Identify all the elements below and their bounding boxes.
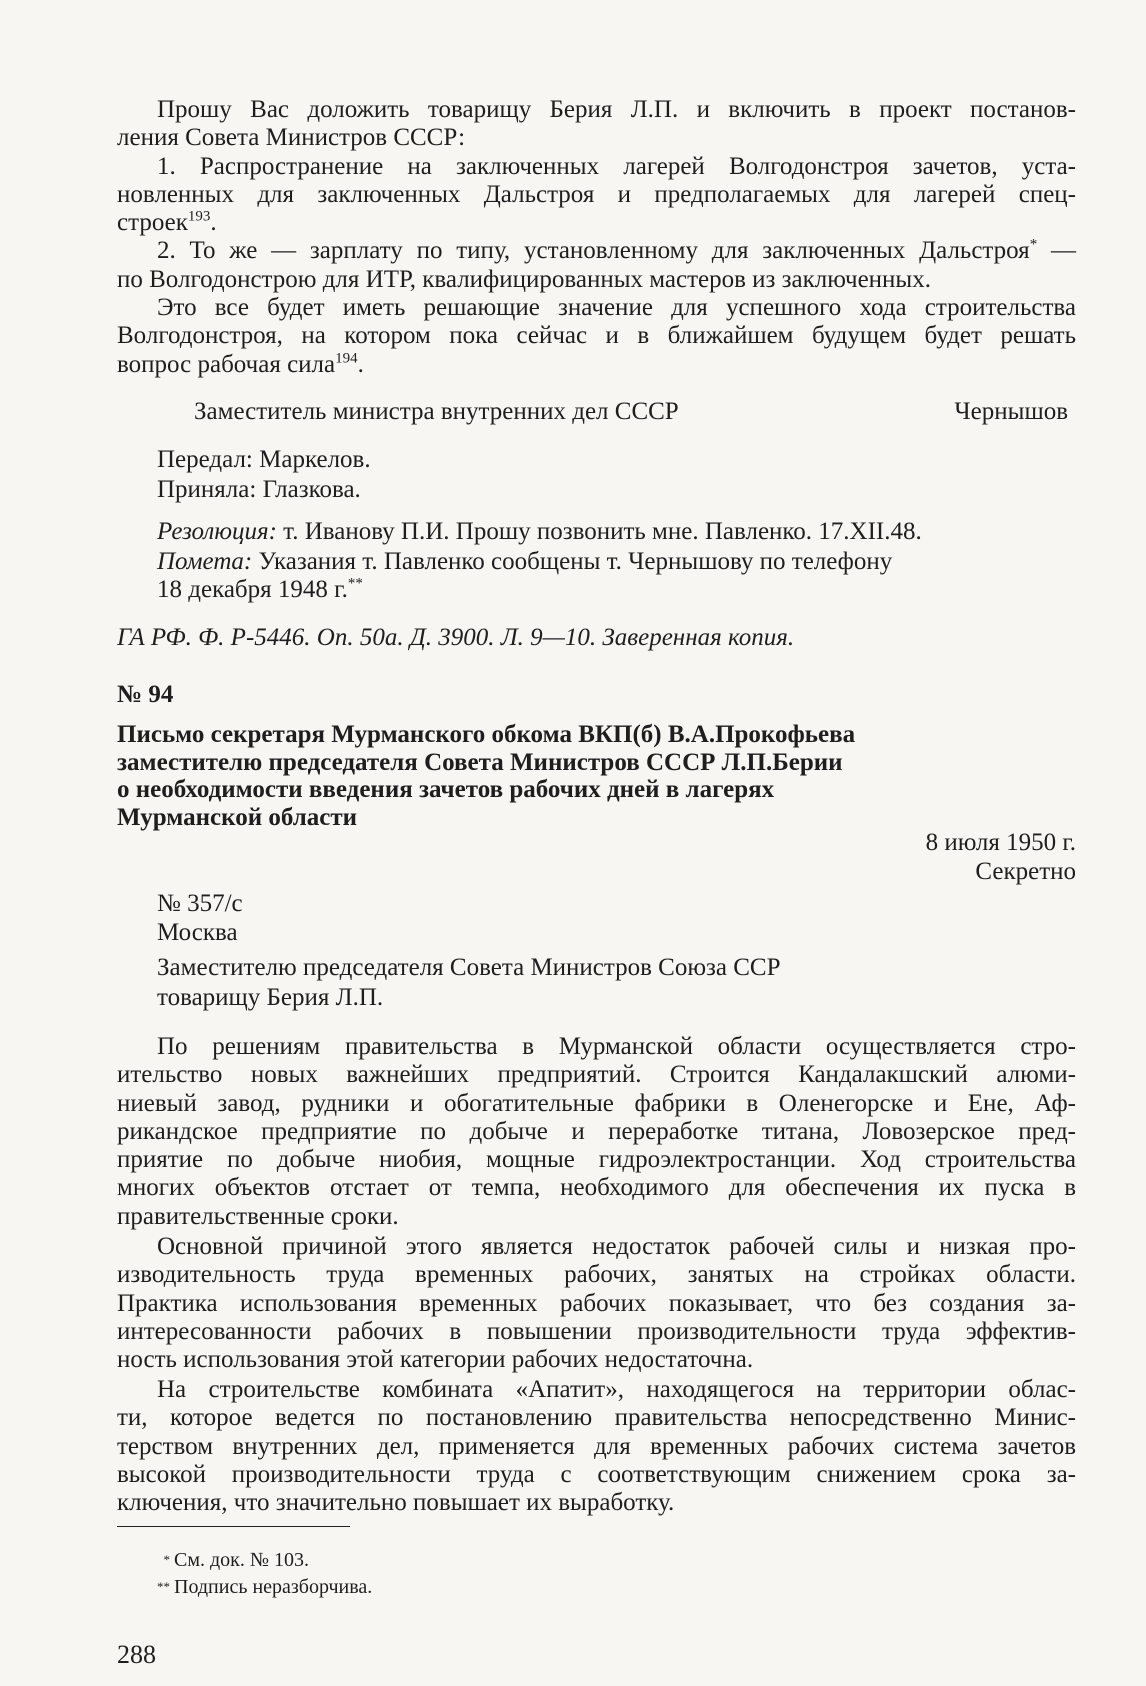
- classification: Секретно: [975, 858, 1076, 885]
- document-title: Письмо секретаря Мурманского обкома ВКП(б) В.А.Прокофьева заместителю председателя Совета Министров СССР Л.П.Берии о необходимости введения зачетов рабочих дней в лагерях Мурманской области: [117, 721, 856, 831]
- signer-name: Чернышов: [954, 398, 1068, 425]
- endnote-ref: 194: [335, 350, 358, 367]
- document-date: 8 июля 1950 г.: [925, 829, 1076, 856]
- signer-title: Заместитель министра внутренних дел СССР: [194, 398, 679, 425]
- request-paragraph-1: Прошу Вас доложить товарищу Берия Л.П. и включить в проект постанов- ления Совета Министров СССР: 1. Распространение на заключенных лагерей Волгодонстроя зачетов, уста- новленных для заключенных Дальстроя и предполагаемых для лагерей спец- строек$^{193}$. 2. То же — зарплату по типу, установленному для заключенных Дальстроя* — по Волгодонстрою для ИТР, квалифицированных мастеров из заключенных. Это все будет иметь решающие значение для успешного хода строительства Волгодонстроя, на котором пока сейчас и в ближайшем будущем будет решать вопрос рабочая сила$^{194}$.: [117, 96, 1076, 378]
- place: Москва: [157, 919, 238, 946]
- addressee-line-2: товарищу Берия Л.П.: [157, 984, 384, 1011]
- body-paragraph-1: По решениям правительства в Мурманской области осуществляется стро- ительство новых важнейших предприятий. Строится Кандалакшский алюми- ниевый завод, рудники и обогатительные фабрики в Оленегорске и Ене, Аф- рикандское предприятие по добыче и переработке титана, Ловозерское пред- приятие по добыче ниобия, мощные гидроэлектростанции. Ход строительства многих объектов отстает от темпа, необходимого для обеспечения их пуска в правительственные сроки.: [117, 1033, 1076, 1230]
- footnote-ref: *: [1029, 237, 1038, 254]
- addressee-line-1: Заместителю председателя Совета Министров Союза ССР: [157, 954, 781, 981]
- received-by: Принял​а: Глазкова.: [157, 476, 361, 503]
- document-number: № 94: [117, 681, 174, 708]
- footnote-divider: [117, 1526, 350, 1527]
- request-item-2-line: 2. То же — зарплату по типу, установленному для заключенных Дальстроя* —: [157, 237, 1076, 265]
- sent-by: Передал: Маркелов.: [157, 446, 371, 473]
- archive-reference: ГА РФ. Ф. Р-5446. Оп. 50а. Д. 3900. Л. 9—10. Заверенная копия.: [117, 624, 795, 651]
- annotation: Пометa: Указания т. Павленко сообщены т. Чернышову по телефону: [157, 548, 893, 575]
- outgoing-number: № 357/с: [157, 890, 243, 917]
- request-p4-end: вопрос рабочая сила$^{194}$.: [117, 350, 364, 378]
- request-item-1-end: строек$^{193}$.: [117, 208, 217, 237]
- body-paragraph-2: Основной причиной этого является недостаток рабочей силы и низкая про- изводительность труда временных рабочих, занятых на стройках области. Практика использования временных рабочих показывает, что без создания за- интересованности рабочих в повышении производительности труда эффектив- ность использования этой категории рабочих недостаточна.: [117, 1233, 1076, 1374]
- annotation-date: 18 декабря 1948 г.**: [157, 575, 363, 603]
- endnote-ref: 193: [187, 208, 211, 225]
- footnote-2: ** Подпись неразборчива.: [157, 1576, 373, 1598]
- resolution: Резолюция: т. Иванову П.И. Прошу позвонить мне. Павленко. 17.XII.48.: [157, 518, 922, 545]
- footnote-1: * См. док. № 103.: [163, 1549, 309, 1571]
- page-number: 288: [117, 1640, 156, 1669]
- body-paragraph-3: На строительстве комбината «Апатит», находящегося на территории облас- ти, которое ведется по постановлению правительства непосредственно Минис- терством внутренних дел, применяется для временных рабочих система зачетов высокой производительности труда с соответствующим снижением срока за- ключения, что значительно повышает их выработку.: [117, 1376, 1076, 1517]
